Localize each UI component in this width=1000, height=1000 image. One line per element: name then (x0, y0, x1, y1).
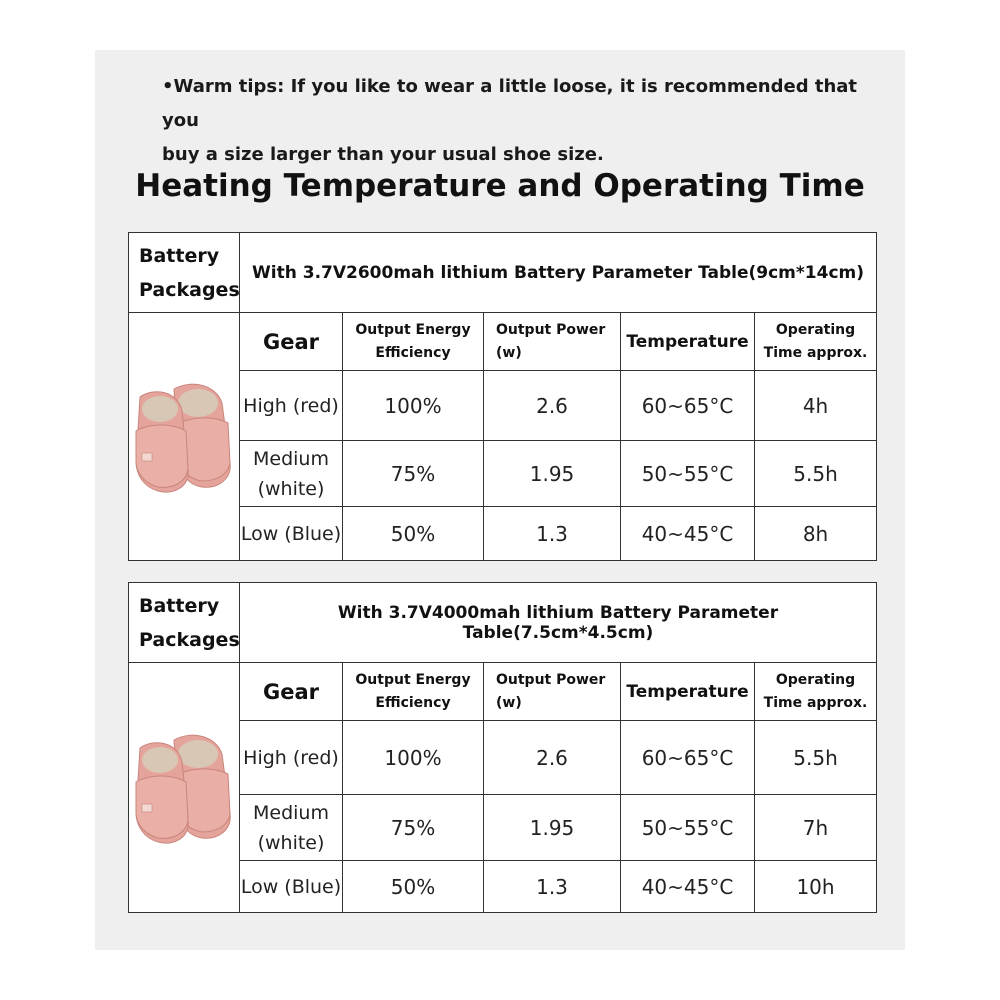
parameter-table-2 (128, 582, 877, 913)
temperature-cell: 60~65°C (621, 371, 755, 441)
slipper-image-cell (129, 663, 240, 913)
efficiency-cell: 50% (343, 507, 484, 561)
header-efficiency: Output Energy Efficiency (343, 663, 484, 721)
temperature-cell: 40~45°C (621, 507, 755, 561)
efficiency-cell: 100% (343, 371, 484, 441)
time-cell: 4h (755, 371, 877, 441)
power-cell: 1.95 (484, 441, 621, 507)
table-title: With 3.7V4000mah lithium Battery Parameter Table(7.5cm*4.5cm) (240, 583, 877, 663)
slipper-image-cell (129, 313, 240, 561)
slipper-pair-image (132, 377, 236, 497)
page-title: Heating Temperature and Operating Time (135, 168, 865, 204)
gear-cell: Medium (white) (240, 795, 343, 861)
battery-packages-label: Battery Packages (129, 583, 240, 663)
header-efficiency: Output Energy Efficiency (343, 313, 484, 371)
slipper-pair-image (132, 728, 236, 848)
gear-cell: High (red) (240, 371, 343, 441)
header-gear: Gear (240, 313, 343, 371)
parameter-table-1 (128, 232, 877, 561)
table-title: With 3.7V2600mah lithium Battery Parameter Table(9cm*14cm) (240, 233, 877, 313)
table-row (129, 861, 877, 913)
efficiency-cell: 75% (343, 795, 484, 861)
header-temperature: Temperature (621, 313, 755, 371)
temperature-cell: 50~55°C (621, 441, 755, 507)
table-row (129, 441, 877, 507)
header-operating-time: Operating Time approx. (755, 313, 877, 371)
time-cell: 8h (755, 507, 877, 561)
gear-cell: High (red) (240, 721, 343, 795)
time-cell: 7h (755, 795, 877, 861)
efficiency-cell: 75% (343, 441, 484, 507)
table-row (129, 795, 877, 861)
header-temperature: Temperature (621, 663, 755, 721)
warm-tips-line-2: buy a size larger than your usual shoe size. (162, 144, 604, 165)
power-cell: 1.95 (484, 795, 621, 861)
gear-cell: Low (Blue) (240, 861, 343, 913)
power-cell: 1.3 (484, 861, 621, 913)
power-cell: 2.6 (484, 371, 621, 441)
battery-packages-label: Battery Packages (129, 233, 240, 313)
header-operating-time: Operating Time approx. (755, 663, 877, 721)
warm-tips-line-1: •Warm tips: If you like to wear a little loose, it is recommended that you (162, 76, 858, 131)
power-cell: 2.6 (484, 721, 621, 795)
time-cell: 5.5h (755, 721, 877, 795)
time-cell: 5.5h (755, 441, 877, 507)
gear-cell: Low (Blue) (240, 507, 343, 561)
table-row (129, 371, 877, 441)
gear-cell: Medium (white) (240, 441, 343, 507)
header-power: Output Power (w) (484, 313, 621, 371)
temperature-cell: 50~55°C (621, 795, 755, 861)
efficiency-cell: 50% (343, 861, 484, 913)
power-cell: 1.3 (484, 507, 621, 561)
header-gear: Gear (240, 663, 343, 721)
efficiency-cell: 100% (343, 721, 484, 795)
temperature-cell: 40~45°C (621, 861, 755, 913)
warm-tips (162, 70, 862, 172)
table-row (129, 507, 877, 561)
temperature-cell: 60~65°C (621, 721, 755, 795)
time-cell: 10h (755, 861, 877, 913)
header-power: Output Power (w) (484, 663, 621, 721)
table-row (129, 721, 877, 795)
